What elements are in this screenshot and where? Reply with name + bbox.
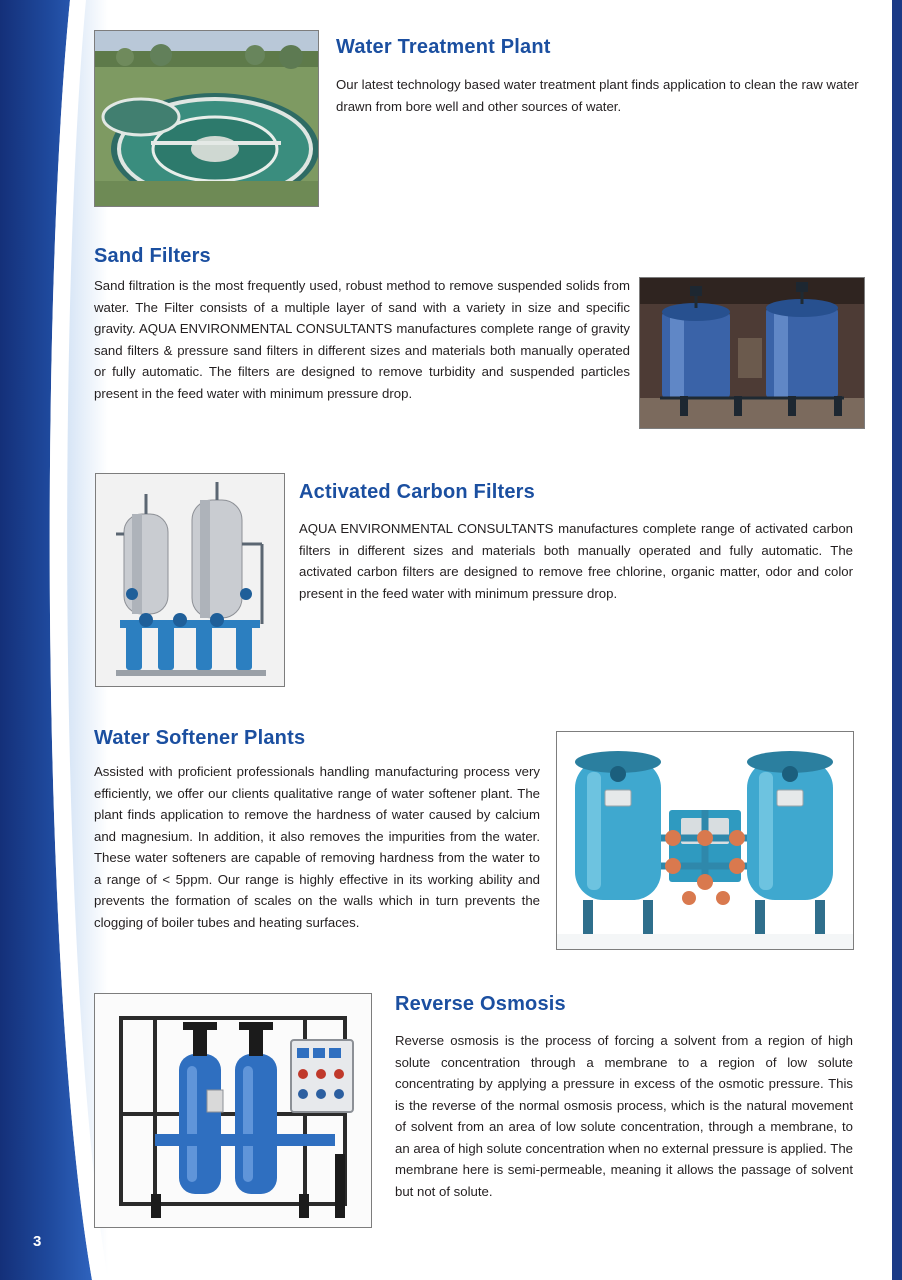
section-title-sand-filters: Sand Filters (94, 245, 211, 267)
section-text-activated-carbon-filters: AQUA ENVIRONMENTAL CONSULTANTS manufactures complete range of activated carbon filters in different sizes and materials both manually operated and fully automatic. The activated carbon filters are designed to remove free chlorine, organic matter, odor and color present in the feed water with minimum pressure drop. (299, 521, 853, 601)
section-text-water-treatment-plant: Our latest technology based water treatment plant finds application to clean the raw water drawn from bore well and other sources of water. (336, 77, 859, 114)
section-title-water-treatment-plant: Water Treatment Plant (336, 36, 551, 58)
section-title-activated-carbon-filters: Activated Carbon Filters (299, 481, 535, 503)
water-treatment-plant-photo (94, 30, 319, 207)
section-text-water-softener-plants: Assisted with proficient professionals handling manufacturing process very efficiently, we offer our clients qualitative range of water softener plant. The plant finds application to remove the hardness of water caused by calcium and magnesium. In addition, it also removes the impurities from the water. These water softeners are capable of removing hardness from the water to a range of < 5ppm. Our range is highly effective in its working ability and prevents the formation of scales on the walls which in turn prevents the clogging of boiler tubes and heating surfaces. (94, 764, 540, 930)
section-text-sand-filters: Sand filtration is the most frequently used, robust method to remove suspended solids from water. The Filter consists of a multiple layer of sand with a variety in size and specific gravity. AQUA ENVIRONMENTAL CONSULTANTS manufactures complete range of gravity sand filters & pressure sand filters in different sizes and materials both manually operated or fully automatic. The filters are designed to remove turbidity and suspended particles present in the feed water with minimum pressure drop. (94, 278, 630, 401)
section-title-reverse-osmosis: Reverse Osmosis (395, 993, 566, 1015)
water-softener-plant-photo (556, 731, 854, 950)
activated-carbon-filters-photo (95, 473, 285, 687)
reverse-osmosis-photo (94, 993, 372, 1228)
page-number: 3 (33, 1233, 42, 1250)
sand-filters-photo (639, 277, 865, 429)
section-title-water-softener-plants: Water Softener Plants (94, 727, 306, 749)
section-text-reverse-osmosis: Reverse osmosis is the process of forcing a solvent from a region of high solute concentration through a membrane to a region of low solute concentrating by applying a pressure in excess of the osmotic pressure. This is the reverse of the normal osmosis process, which is the natural movement of solvent from an area of low solute concentration, through a membrane, to an area of high solute concentration when no external pressure is applied. The membrane here is semi-permeable, meaning it allows the passage of solvent but not of solute. (395, 1033, 853, 1199)
